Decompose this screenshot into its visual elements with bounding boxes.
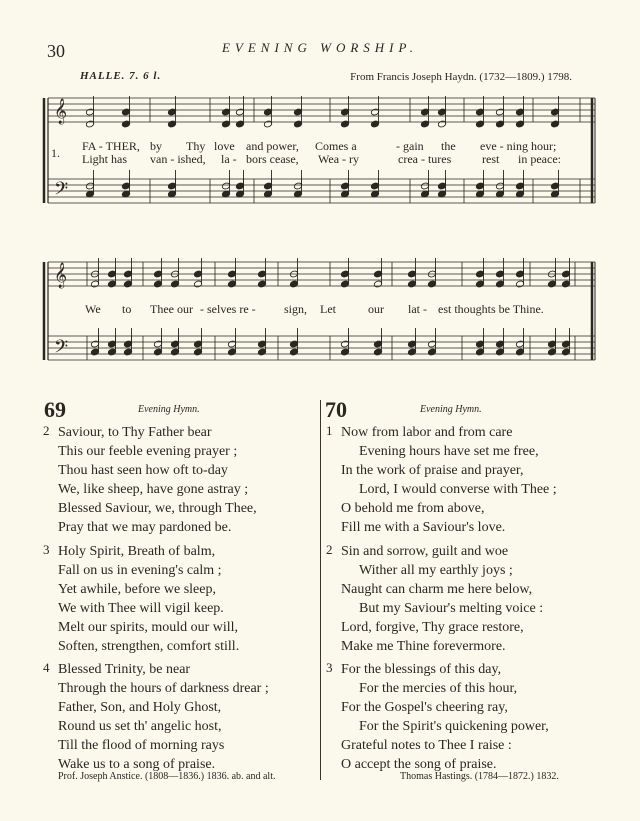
- stanza-line: Fill me with a Saviour's love.: [341, 520, 506, 535]
- stanza-line: Pray that we may pardoned be.: [58, 520, 232, 535]
- stanza-line: This our feeble evening prayer ;: [58, 444, 238, 459]
- music-score: [0, 0, 640, 380]
- lyric-syllable: our: [368, 302, 384, 316]
- stanza-line: Holy Spirit, Breath of balm,: [58, 544, 216, 559]
- stanza-line: Till the flood of morning rays: [58, 738, 225, 753]
- stanza-line: Now from labor and from care: [341, 425, 513, 440]
- stanza-line: Sin and sorrow, guilt and woe: [341, 544, 509, 559]
- stanza-line: Wake us to a song of praise.: [58, 757, 216, 772]
- svg-text:𝄞: 𝄞: [54, 98, 68, 123]
- svg-text:𝄞: 𝄞: [54, 262, 68, 287]
- stanza-line: Make me Thine forevermore.: [341, 639, 506, 654]
- running-title: EVENING WORSHIP.: [221, 40, 419, 55]
- hymn-70-number: 70: [325, 397, 347, 422]
- stanza-line: O behold me from above,: [341, 501, 485, 516]
- lyric-syllable: Wea - ry: [318, 152, 360, 166]
- hymn-69-stanza-4: [43, 660, 269, 774]
- hymn-69-number: 69: [44, 397, 66, 422]
- hymn-70-title: Evening Hymn.: [420, 404, 482, 415]
- hymn-70-stanza-2: [326, 542, 544, 656]
- lyric-syllable: to: [122, 302, 132, 316]
- hymn-69-stanza-2: [43, 423, 257, 537]
- stanza-line: Saviour, to Thy Father bear: [58, 425, 212, 440]
- tune-source: From Francis Joseph Haydn. (1732—1809.) 1798.: [350, 71, 572, 83]
- lyric-syllable: - gain: [396, 139, 424, 153]
- stanza-line: O accept the song of praise.: [341, 757, 497, 772]
- stanza-line: Naught can charm me here below,: [341, 582, 533, 597]
- lyric-syllable: sign,: [284, 302, 308, 316]
- lyric-syllable: and power,: [246, 139, 299, 153]
- lyric-syllable: eve - ning hour;: [480, 139, 557, 153]
- svg-text:𝄢: 𝄢: [54, 336, 69, 361]
- svg-text:𝄢: 𝄢: [54, 178, 69, 203]
- lyric-syllable: Let: [320, 302, 336, 316]
- lyric-syllable: est thoughts be Thine.: [438, 302, 544, 316]
- lyric-syllable: the: [441, 139, 456, 153]
- music-verse-number: 1.: [51, 146, 60, 160]
- hymn-70-stanza-3: [326, 660, 549, 774]
- lyric-syllable: in peace:: [518, 152, 561, 166]
- stanza-line: Melt our spirits, mould our will,: [58, 620, 239, 635]
- tune-name: HALLE. 7. 6 l.: [80, 70, 162, 82]
- hymn-69-credit: Prof. Joseph Anstice. (1808—1836.) 1836. ab. and alt.: [58, 771, 276, 782]
- lyric-syllable: lat -: [408, 302, 427, 316]
- lyric-syllable: Thy: [186, 139, 206, 153]
- stanza-line: Blessed Saviour, we, through Thee,: [58, 501, 257, 516]
- page-number: 30: [47, 41, 65, 61]
- stanza-line: We, like sheep, have gone astray ;: [58, 482, 249, 497]
- stanza-line: Round us set th' angelic host,: [58, 719, 222, 734]
- lyric-syllable: by: [150, 139, 162, 153]
- stanza-line: Thou hast seen how oft to-day: [58, 463, 228, 478]
- stanza-line: We with Thee will vigil keep.: [58, 601, 224, 616]
- stanza-number: 1: [326, 423, 333, 438]
- lyric-syllable: bors cease,: [246, 152, 299, 166]
- stanza-line: Soften, strengthen, comfort still.: [58, 639, 240, 654]
- lyric-syllable: FA - THER,: [82, 139, 140, 153]
- stanza-line: In the work of praise and prayer,: [341, 463, 524, 478]
- stanza-line: For the Spirit's quickening power,: [359, 719, 549, 734]
- lyric-syllable: crea - tures: [398, 152, 452, 166]
- stanza-line: Evening hours have set me free,: [359, 444, 539, 459]
- stanza-line: But my Saviour's melting voice :: [359, 601, 544, 616]
- stanza-line: Wither all my earthly joys ;: [359, 563, 513, 578]
- column-divider: [320, 400, 321, 780]
- stanza-line: Blessed Trinity, be near: [58, 662, 191, 677]
- stanza-line: For the mercies of this hour,: [359, 681, 518, 696]
- stanza-number: 2: [326, 542, 333, 557]
- stanza-line: Yet awhile, before we sleep,: [58, 582, 216, 597]
- stanza-line: Grateful notes to Thee I raise :: [341, 738, 512, 753]
- lyric-syllable: love: [214, 139, 235, 153]
- stanza-number: 3: [43, 542, 50, 557]
- lyric-syllable: We: [85, 302, 101, 316]
- hymn-69-title: Evening Hymn.: [138, 404, 200, 415]
- lyric-syllable: van - ished,: [150, 152, 206, 166]
- stanza-number: 3: [326, 660, 333, 675]
- stanza-line: Father, Son, and Holy Ghost,: [58, 700, 222, 715]
- lyric-syllable: Light has: [82, 152, 127, 166]
- lyric-syllable: rest: [482, 152, 500, 166]
- lyric-syllable: la -: [221, 152, 237, 166]
- stanza-line: Through the hours of darkness drear ;: [58, 681, 269, 696]
- stanza-line: Lord, forgive, Thy grace restore,: [341, 620, 524, 635]
- lyric-syllable: Thee our: [150, 302, 193, 316]
- stanza-number: 2: [43, 423, 50, 438]
- stanza-line: Lord, I would converse with Thee ;: [359, 482, 557, 497]
- hymn-70-credit: Thomas Hastings. (1784—1872.) 1832.: [400, 771, 559, 782]
- hymn-70-stanza-1: [326, 423, 557, 537]
- lyric-syllable: Comes a: [315, 139, 357, 153]
- stanza-line: Fall on us in evening's calm ;: [58, 563, 222, 578]
- stanza-number: 4: [43, 660, 50, 675]
- stanza-line: For the Gospel's cheering ray,: [341, 700, 508, 715]
- lyric-syllable: - selves re -: [200, 302, 256, 316]
- stanza-line: For the blessings of this day,: [341, 662, 502, 677]
- hymn-69-stanza-3: [43, 542, 240, 656]
